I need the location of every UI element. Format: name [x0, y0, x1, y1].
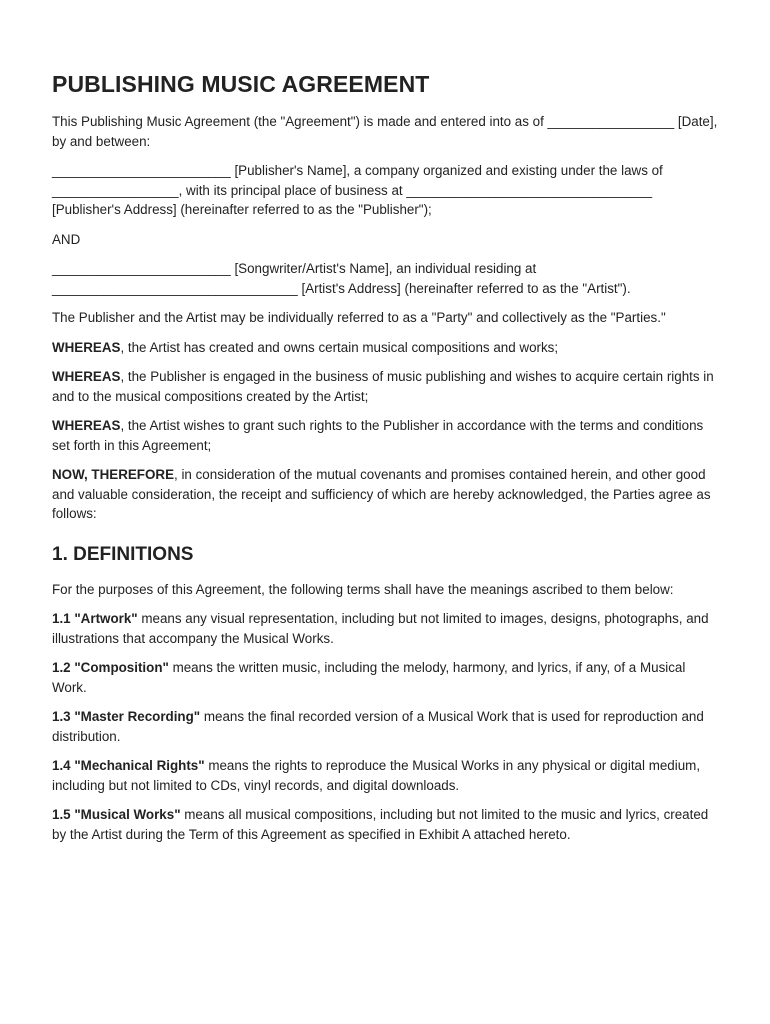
recital-text: , the Artist has created and owns certain musical compositions and works; — [120, 339, 559, 355]
and-label: AND — [52, 231, 81, 247]
recital-lead: WHEREAS — [52, 369, 121, 384]
recital-lead: WHEREAS — [52, 339, 121, 355]
definition-item — [52, 658, 722, 697]
definition-text: means the final recorded version of a Musical Work that is used for reproduction and distribution. — [52, 709, 704, 744]
intro-paragraph: This Publishing Music Agreement (the "Agreement") is made and entered into as of _________________ [Date], by and between: — [52, 114, 718, 149]
definitions-intro: For the purposes of this Agreement, the following terms shall have the meanings ascribed to them below: — [52, 581, 674, 597]
recital-lead: WHEREAS — [52, 418, 121, 433]
recital-text: , the Publisher is engaged in the business of music publishing and wishes to acquire certain rights in and to the musical compositions created by the Artist; — [52, 369, 714, 404]
definition-text: means any visual representation, including but not limited to images, designs, photographs, and illustrations that accompany the Musical Works. — [52, 611, 709, 646]
definition-text: means all musical compositions, including but not limited to the music and lyrics, created by the Artist during the Term of this Agreement as specified in Exhibit A attached hereto. — [52, 807, 709, 842]
artist-paragraph: ________________________ [Songwriter/Artist's Name], an individual residing at _________________________________ [Artist's Address] (hereinafter referred to as the "Artist"). — [52, 261, 631, 296]
document-body — [52, 66, 722, 854]
definition-item — [52, 609, 722, 648]
definition-term: 1.1 "Artwork" — [52, 611, 138, 626]
recital-paragraph — [52, 465, 722, 524]
definition-text: means the written music, including the melody, harmony, and lyrics, if any, of a Musical Work. — [52, 660, 686, 695]
document-title: PUBLISHING MUSIC AGREEMENT — [52, 71, 430, 97]
definition-term: 1.2 "Composition" — [52, 660, 169, 675]
recital-paragraph — [52, 416, 722, 455]
definition-term: 1.4 "Mechanical Rights" — [52, 758, 205, 773]
parties-paragraph: The Publisher and the Artist may be individually referred to as a "Party" and collectively as the "Parties." — [52, 310, 666, 325]
recital-text: , in consideration of the mutual covenants and promises contained herein, and other good and valuable consideration, the receipt and sufficiency of which are hereby acknowledged, the Parties agree as follows: — [52, 467, 711, 521]
definition-text: means the rights to reproduce the Musical Works in any physical or digital medium, including but not limited to CDs, vinyl records, and digital downloads. — [52, 758, 701, 793]
definition-term: 1.3 "Master Recording" — [52, 709, 201, 724]
recital-text: , the Artist wishes to grant such rights to the Publisher in accordance with the terms and conditions set forth in this Agreement; — [52, 418, 704, 453]
definition-item — [52, 756, 722, 795]
recital-paragraph — [52, 367, 722, 406]
recital-paragraph — [52, 338, 722, 358]
section-heading-definitions: 1. DEFINITIONS — [52, 543, 194, 565]
definition-item — [52, 805, 722, 844]
recital-lead: NOW, THEREFORE — [52, 467, 175, 482]
publisher-paragraph: ________________________ [Publisher's Name], a company organized and existing under the laws of _________________, with its principal place of business at _________________________________ [Publisher's Address] (hereinafter referred to as the "Publisher"); — [52, 163, 663, 217]
definition-term: 1.5 "Musical Works" — [52, 807, 181, 822]
definition-item — [52, 707, 722, 746]
